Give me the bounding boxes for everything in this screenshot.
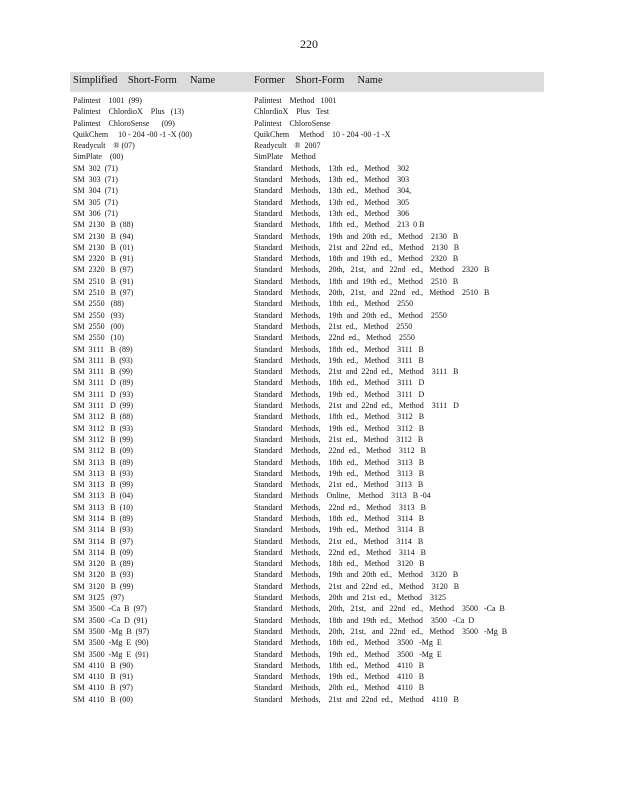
simplified-name: SM 305 (71): [73, 197, 118, 207]
former-name: Standard Methods, 20th ed., Method 4110 B: [254, 683, 425, 693]
simplified-name: SM 3112 B (93): [73, 423, 133, 433]
table-body: [73, 95, 573, 705]
simplified-name: SM 3500 -Mg E (90): [73, 638, 149, 648]
former-name: Standard Methods, 13th ed., Method 303: [254, 175, 410, 185]
former-name: Standard Methods, 18th ed., Method 3500 -Mg E: [254, 638, 442, 648]
simplified-name: SM 3111 D (99): [73, 401, 134, 411]
former-name: Palintest Method 1001: [254, 96, 337, 105]
simplified-name: SM 4110 B (97): [73, 683, 133, 693]
table-row: [73, 434, 573, 445]
table-row: [73, 490, 573, 501]
table-row: [73, 468, 573, 479]
former-name: Standard Methods, 18th ed., Method 3114 B: [254, 513, 425, 523]
simplified-name: SM 2550 (00): [73, 321, 124, 331]
former-name: Standard Methods, 21st and 22nd ed., Method 4110 B: [254, 694, 459, 704]
former-name: QuikChem Method 10 - 204 -00 -1 -X: [254, 129, 391, 139]
table-row: [73, 253, 573, 264]
table-row: [73, 174, 573, 185]
table-row: [73, 637, 573, 648]
table-row: [73, 513, 573, 524]
former-name: Standard Methods, 19th ed., Method 3114 B: [254, 525, 425, 535]
table-row: [73, 310, 573, 321]
simplified-name: SM 306 (71): [73, 208, 118, 218]
former-name: Standard Methods, 20th and 21st ed., Method 3125: [254, 593, 446, 603]
simplified-name: SM 302 (71): [73, 163, 118, 173]
simplified-name: SM 4110 B (00): [73, 694, 133, 704]
table-row: [73, 344, 573, 355]
simplified-name: SM 2510 B (97): [73, 288, 134, 298]
table-row: [73, 366, 573, 377]
table-row: [73, 445, 573, 456]
table-row: [73, 377, 573, 388]
former-name: Standard Methods, 18th and 19th ed., Method 2510 B: [254, 276, 459, 286]
simplified-name: SM 2130 B (01): [73, 242, 134, 252]
former-name: Standard Methods, 18th ed., Method 3111 B: [254, 344, 424, 354]
former-name: Standard Methods, 13th ed., Method 305: [254, 197, 410, 207]
former-name: Standard Methods, 22nd ed., Method 3114 B: [254, 547, 426, 557]
simplified-name: SM 2510 B (91): [73, 276, 134, 286]
simplified-name: SM 304 (71): [73, 186, 118, 196]
former-name: Standard Methods, 22nd ed., Method 2550: [254, 333, 415, 343]
former-name: Standard Methods, 18th ed., Method 3111 D: [254, 378, 425, 388]
former-name: Standard Methods, 19th and 20th ed., Method 2130 B: [254, 231, 459, 241]
simplified-name: SM 3112 B (99): [73, 434, 133, 444]
former-name: Standard Methods, 19th ed., Method 3111 B: [254, 355, 424, 365]
simplified-name: SM 3120 B (93): [73, 570, 134, 580]
header-simplified: Simplified Short-Form Name: [73, 75, 216, 86]
table-row: [73, 208, 573, 219]
table-row: [73, 151, 573, 162]
table-row: [73, 581, 573, 592]
simplified-name: SM 3114 B (97): [73, 536, 133, 546]
table-row: [73, 682, 573, 693]
former-name: Standard Methods, 18th ed., Method 4110 B: [254, 660, 425, 670]
simplified-name: SM 2550 (93): [73, 310, 124, 320]
former-name: Standard Methods, 19th ed., Method 3111 D: [254, 389, 425, 399]
table-row: [73, 242, 573, 253]
simplified-name: SM 3500 -Mg E (91): [73, 649, 149, 659]
header-former: Former Short-Form Name: [254, 75, 383, 86]
table-row: [73, 592, 573, 603]
former-name: Standard Methods, 19th and 20th ed., Method 2550: [254, 310, 447, 320]
table-row: [73, 332, 573, 343]
simplified-name: Palintest ChloroSense (09): [73, 118, 175, 128]
table-row: [73, 457, 573, 468]
table-row: [73, 129, 573, 140]
table-row: [73, 231, 573, 242]
table-row: [73, 355, 573, 366]
simplified-name: SM 3114 B (93): [73, 525, 133, 535]
former-name: Standard Methods, 13th ed., Method 302: [254, 163, 410, 173]
simplified-name: QuikChem 10 - 204 -00 -1 -X (00): [73, 129, 192, 139]
former-name: Standard Methods, 19th ed., Method 3113 B: [254, 468, 425, 478]
former-name: Standard Methods, 13th ed., Method 304,: [254, 186, 412, 196]
simplified-name: SM 2550 (88): [73, 299, 124, 309]
former-name: Readycult ® 2007: [254, 141, 321, 151]
former-name: Standard Methods, 22nd ed., Method 3112 B: [254, 446, 426, 456]
simplified-name: SM 3113 B (99): [73, 480, 133, 490]
former-name: Standard Methods, 21st ed., Method 3113 B: [254, 480, 424, 490]
simplified-name: SM 3113 B (89): [73, 457, 133, 467]
table-row: [73, 95, 573, 106]
former-name: Standard Methods, 19th and 20th ed., Method 3120 B: [254, 570, 459, 580]
former-name: Standard Methods, 18th ed., Method 3113 B: [254, 457, 425, 467]
table-row: [73, 423, 573, 434]
simplified-name: SM 3111 D (93): [73, 389, 134, 399]
former-name: Standard Methods, 19th ed., Method 3500 -Mg E: [254, 649, 442, 659]
former-name: Standard Methods, 18th and 19th ed., Method 2320 B: [254, 254, 459, 264]
simplified-name: SM 3111 B (93): [73, 355, 133, 365]
simplified-name: Palintest ChlordioX Plus (13): [73, 107, 184, 117]
simplified-name: SM 3111 B (99): [73, 367, 133, 377]
simplified-name: SM 3112 B (88): [73, 412, 133, 422]
former-name: Standard Methods, 21st ed., Method 3112 B: [254, 434, 424, 444]
former-name: Standard Methods, 20th, 21st, and 22nd ed., Method 2320 B: [254, 265, 490, 275]
table-row: [73, 649, 573, 660]
simplified-name: SM 2130 B (88): [73, 220, 134, 230]
table-row: [73, 219, 573, 230]
simplified-name: SM 3111 D (89): [73, 378, 134, 388]
former-name: Standard Methods, 19th ed., Method 4110 B: [254, 672, 425, 682]
table-row: [73, 287, 573, 298]
table-row: [73, 694, 573, 705]
table-row: [73, 389, 573, 400]
former-name: Standard Methods, 20th, 21st, and 22nd ed., Method 2510 B: [254, 288, 490, 298]
former-name: Standard Methods, 22nd ed., Method 3113 B: [254, 502, 426, 512]
page-number: 220: [300, 37, 318, 51]
table-row: [73, 118, 573, 129]
simplified-name: SM 3114 B (89): [73, 513, 133, 523]
former-name: Standard Methods, 18th ed., Method 3120 B: [254, 559, 425, 569]
table-row: [73, 411, 573, 422]
table-row: [73, 626, 573, 637]
table-row: [73, 298, 573, 309]
simplified-name: SM 3120 B (99): [73, 581, 134, 591]
former-name: Palintest ChloroSense: [254, 118, 331, 128]
table-row: [73, 524, 573, 535]
simplified-name: SM 3120 B (89): [73, 559, 134, 569]
table-row: [73, 603, 573, 614]
former-name: Standard Methods, 21st ed., Method 2550: [254, 321, 413, 331]
table-header: [70, 72, 544, 92]
simplified-name: SM 3500 -Mg B (97): [73, 626, 150, 636]
simplified-name: SM 4110 B (91): [73, 672, 133, 682]
former-name: Standard Methods, 18th ed., Method 213 0 B: [254, 220, 425, 230]
simplified-name: SM 2130 B (94): [73, 231, 134, 241]
table-row: [73, 276, 573, 287]
table-row: [73, 558, 573, 569]
simplified-name: SM 3113 B (04): [73, 491, 133, 501]
former-name: Standard Methods, 21st ed., Method 3114 B: [254, 536, 424, 546]
simplified-name: SM 3500 -Ca D (91): [73, 615, 148, 625]
table-row: [73, 264, 573, 275]
simplified-name: SM 3111 B (89): [73, 344, 133, 354]
table-row: [73, 660, 573, 671]
table-row: [73, 163, 573, 174]
simplified-name: SM 2320 B (91): [73, 254, 134, 264]
simplified-name: SM 3113 B (10): [73, 502, 133, 512]
table-row: [73, 536, 573, 547]
simplified-name: SM 2550 (10): [73, 333, 124, 343]
former-name: Standard Methods Online, Method 3113 B -04: [254, 491, 431, 501]
table-row: [73, 140, 573, 151]
former-name: Standard Methods, 21st and 22nd ed., Method 2130 B: [254, 242, 460, 252]
simplified-name: SM 4110 B (90): [73, 660, 133, 670]
simplified-name: Palintest 1001 (99): [73, 96, 142, 105]
simplified-name: SM 2320 B (97): [73, 265, 134, 275]
former-name: Standard Methods, 18th and 19th ed., Method 3500 -Ca D: [254, 615, 475, 625]
table-row: [73, 197, 573, 208]
table-row: [73, 502, 573, 513]
former-name: Standard Methods, 19th ed., Method 3112 B: [254, 423, 425, 433]
table-row: [73, 671, 573, 682]
former-name: Standard Methods, 20th, 21st, and 22nd ed., Method 3500 -Ca B: [254, 604, 505, 614]
simplified-name: SimPlate (00): [73, 152, 124, 162]
former-name: Standard Methods, 21st and 22nd ed., Method 3111 D: [254, 401, 459, 411]
former-name: Standard Methods, 21st and 22nd ed., Method 3120 B: [254, 581, 460, 591]
table-row: [73, 400, 573, 411]
table-row: [73, 615, 573, 626]
simplified-name: SM 3500 -Ca B (97): [73, 604, 147, 614]
former-name: Standard Methods, 18th ed., Method 2550: [254, 299, 414, 309]
former-name: Standard Methods, 18th ed., Method 3112 B: [254, 412, 425, 422]
simplified-name: SM 3125 (97): [73, 593, 124, 603]
simplified-name: Readycult ® (07): [73, 141, 135, 151]
table-row: [73, 185, 573, 196]
table-row: [73, 106, 573, 117]
former-name: Standard Methods, 13th ed., Method 306: [254, 208, 410, 218]
former-name: Standard Methods, 20th, 21st, and 22nd ed., Method 3500 -Mg B: [254, 626, 508, 636]
simplified-name: SM 303 (71): [73, 175, 118, 185]
table-row: [73, 547, 573, 558]
simplified-name: SM 3114 B (09): [73, 547, 133, 557]
former-name: Standard Methods, 21st and 22nd ed., Method 3111 B: [254, 367, 459, 377]
simplified-name: SM 3113 B (93): [73, 468, 133, 478]
table-row: [73, 479, 573, 490]
former-name: ChlordioX Plus Test: [254, 107, 330, 117]
table-row: [73, 569, 573, 580]
table-row: [73, 321, 573, 332]
former-name: SimPlate Method: [254, 152, 316, 162]
simplified-name: SM 3112 B (09): [73, 446, 133, 456]
